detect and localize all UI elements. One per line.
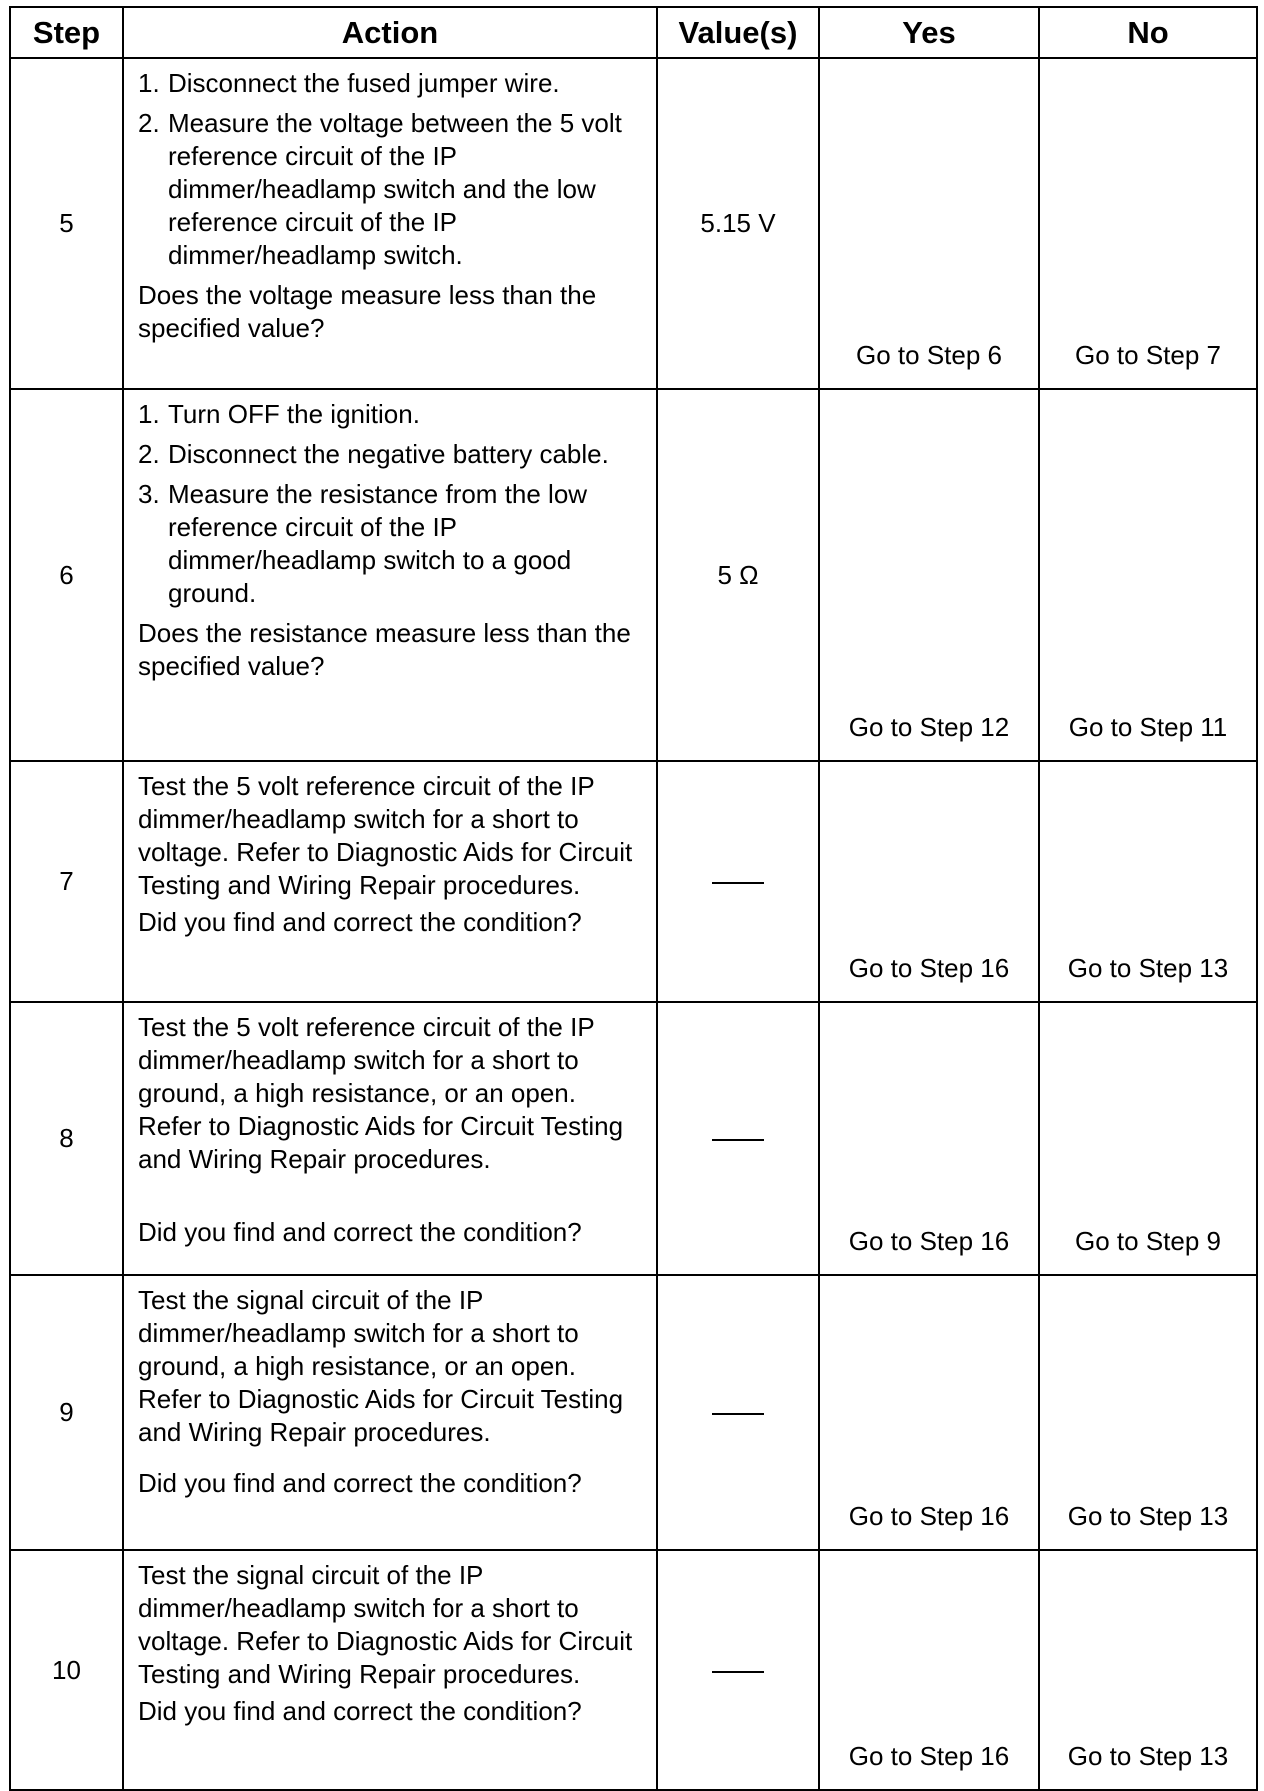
yes-action: Go to Step 16 bbox=[819, 1275, 1039, 1550]
action-text: Test the signal circuit of the IP dimmer/headlamp switch for a short to voltage. Refer to Diagnostic Aids for Circuit Testing and Wiring Repair procedures. bbox=[138, 1560, 633, 1689]
spec-value bbox=[657, 1002, 819, 1275]
item-number: 3. bbox=[138, 479, 160, 509]
item-text: Disconnect the negative battery cable. bbox=[168, 439, 609, 469]
action-cell bbox=[123, 58, 657, 389]
yes-action: Go to Step 12 bbox=[819, 389, 1039, 761]
action-cell bbox=[123, 761, 657, 1002]
table-row bbox=[10, 1002, 1257, 1275]
action-question: Did you find and correct the condition? bbox=[138, 1217, 582, 1247]
no-action: Go to Step 13 bbox=[1039, 761, 1257, 1002]
item-number: 2. bbox=[138, 108, 160, 138]
no-action: Go to Step 13 bbox=[1039, 1550, 1257, 1790]
header-no: No bbox=[1039, 7, 1257, 58]
action-cell bbox=[123, 1002, 657, 1275]
no-action: Go to Step 7 bbox=[1039, 58, 1257, 389]
action-steps-list bbox=[138, 398, 642, 610]
yes-action: Go to Step 6 bbox=[819, 58, 1039, 389]
header-step: Step bbox=[10, 7, 123, 58]
step-number: 5 bbox=[10, 58, 123, 389]
action-question: Does the resistance measure less than the specified value? bbox=[138, 618, 631, 681]
action-text: Test the 5 volt reference circuit of the IP dimmer/headlamp switch for a short to ground, a high resistance, or an open. Refer to Diagnostic Aids for Circuit Testing and Wiring Repair procedures. bbox=[138, 1012, 624, 1174]
action-text: Test the signal circuit of the IP dimmer/headlamp switch for a short to ground, a high resistance, or an open. Refer to Diagnostic Aids for Circuit Testing and Wiring Repair procedures. bbox=[138, 1285, 624, 1447]
spec-value: 5.15 V bbox=[657, 58, 819, 389]
no-action: Go to Step 11 bbox=[1039, 389, 1257, 761]
table-row bbox=[10, 1550, 1257, 1790]
list-item bbox=[138, 107, 642, 272]
list-item bbox=[138, 398, 642, 431]
spec-value bbox=[657, 1550, 819, 1790]
step-number: 6 bbox=[10, 389, 123, 761]
not-applicable-dash bbox=[712, 1139, 764, 1141]
table-row bbox=[10, 761, 1257, 1002]
item-number: 2. bbox=[138, 439, 160, 469]
spec-value: 5 Ω bbox=[657, 389, 819, 761]
step-number: 10 bbox=[10, 1550, 123, 1790]
action-question: Did you find and correct the condition? bbox=[138, 907, 582, 937]
action-question: Did you find and correct the condition? bbox=[138, 1468, 582, 1498]
item-number: 1. bbox=[138, 399, 160, 429]
header-row bbox=[10, 7, 1257, 58]
table-row bbox=[10, 58, 1257, 389]
not-applicable-dash bbox=[712, 882, 764, 884]
action-text: Test the 5 volt reference circuit of the IP dimmer/headlamp switch for a short to voltage. Refer to Diagnostic Aids for Circuit Testing and Wiring Repair procedures. bbox=[138, 771, 633, 900]
header-values: Value(s) bbox=[657, 7, 819, 58]
list-item bbox=[138, 478, 642, 610]
step-number: 7 bbox=[10, 761, 123, 1002]
item-number: 1. bbox=[138, 68, 160, 98]
not-applicable-dash bbox=[712, 1671, 764, 1673]
diagnostic-table bbox=[9, 6, 1256, 1791]
yes-action: Go to Step 16 bbox=[819, 1002, 1039, 1275]
not-applicable-dash bbox=[712, 1413, 764, 1415]
table-row bbox=[10, 1275, 1257, 1550]
action-cell bbox=[123, 1275, 657, 1550]
header-action: Action bbox=[123, 7, 657, 58]
step-number: 8 bbox=[10, 1002, 123, 1275]
action-question: Does the voltage measure less than the specified value? bbox=[138, 280, 597, 343]
action-steps-list bbox=[138, 67, 642, 272]
yes-action: Go to Step 16 bbox=[819, 1550, 1039, 1790]
item-text: Turn OFF the ignition. bbox=[168, 399, 420, 429]
spec-value bbox=[657, 761, 819, 1002]
yes-action: Go to Step 16 bbox=[819, 761, 1039, 1002]
list-item bbox=[138, 438, 642, 471]
action-cell bbox=[123, 1550, 657, 1790]
action-question: Did you find and correct the condition? bbox=[138, 1696, 582, 1726]
list-item bbox=[138, 67, 642, 100]
step-number: 9 bbox=[10, 1275, 123, 1550]
item-text: Measure the voltage between the 5 volt reference circuit of the IP dimmer/headlamp switch and the low reference circuit of the IP dimmer/headlamp switch. bbox=[168, 108, 622, 270]
action-cell bbox=[123, 389, 657, 761]
spec-value bbox=[657, 1275, 819, 1550]
no-action: Go to Step 13 bbox=[1039, 1275, 1257, 1550]
item-text: Disconnect the fused jumper wire. bbox=[168, 68, 560, 98]
item-text: Measure the resistance from the low reference circuit of the IP dimmer/headlamp switch to a good ground. bbox=[168, 479, 588, 608]
table-row bbox=[10, 389, 1257, 761]
no-action: Go to Step 9 bbox=[1039, 1002, 1257, 1275]
header-yes: Yes bbox=[819, 7, 1039, 58]
